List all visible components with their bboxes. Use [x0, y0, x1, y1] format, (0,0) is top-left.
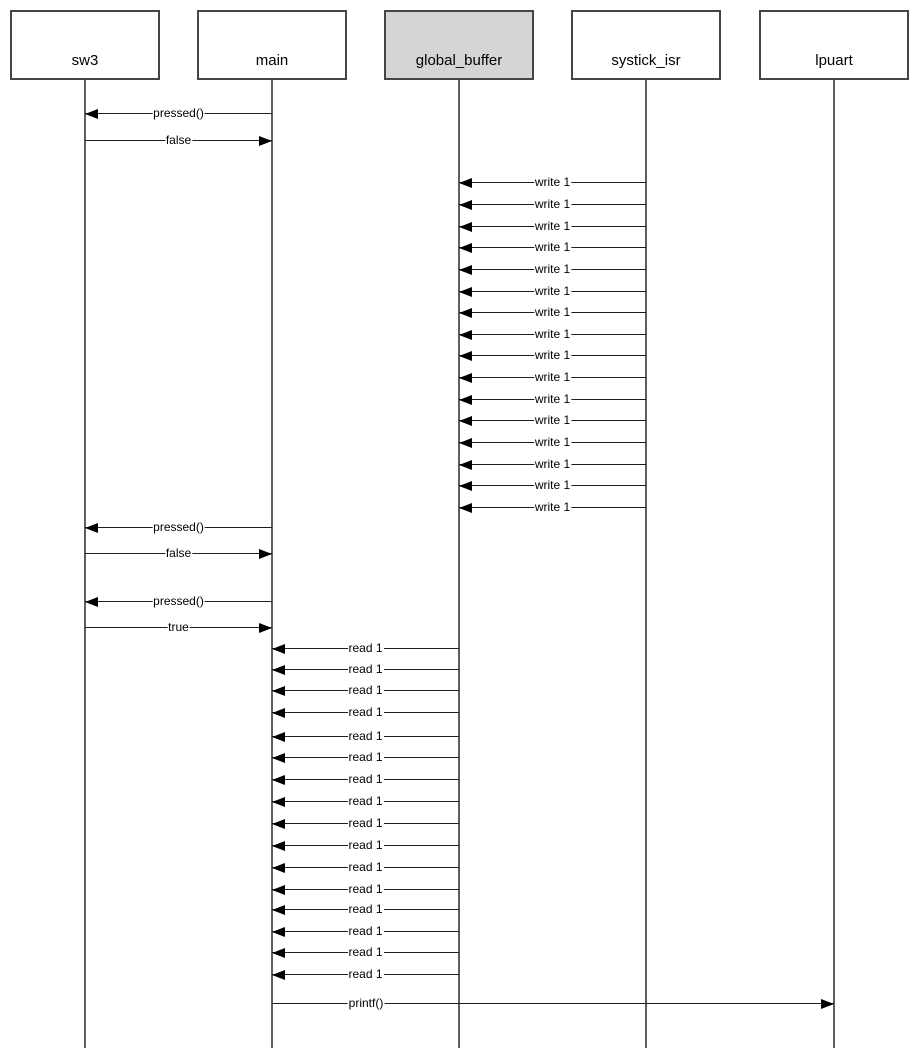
arrow-left-icon [272, 819, 285, 829]
message-label: write 1 [534, 174, 571, 189]
arrow-left-icon [459, 200, 472, 210]
message-label: pressed() [153, 105, 204, 120]
message-label: read 1 [348, 728, 383, 743]
message-label: write 1 [534, 369, 571, 384]
lifeline-main [271, 80, 273, 1048]
message-label: read 1 [348, 944, 383, 959]
message-label: read 1 [348, 771, 383, 786]
message-label: pressed() [153, 519, 204, 534]
arrow-right-icon [259, 136, 272, 146]
arrow-left-icon [459, 222, 472, 232]
message-label: printf() [348, 995, 384, 1010]
message-label: write 1 [534, 304, 571, 319]
message-label: read 1 [348, 901, 383, 916]
message-label: write 1 [534, 412, 571, 427]
message-label: true [168, 619, 189, 634]
lifeline-sw3 [84, 80, 86, 1048]
arrow-left-icon [459, 265, 472, 275]
participant-lpuart [759, 10, 909, 80]
message-label: read 1 [348, 966, 383, 981]
arrow-left-icon [272, 927, 285, 937]
message-label: read 1 [348, 704, 383, 719]
participant-systick_isr [571, 10, 721, 80]
message-label: write 1 [534, 239, 571, 254]
participant-label: main [255, 52, 289, 69]
arrow-left-icon [272, 863, 285, 873]
arrow-left-icon [272, 948, 285, 958]
message-label: pressed() [153, 593, 204, 608]
arrow-left-icon [459, 330, 472, 340]
arrow-right-icon [259, 623, 272, 633]
arrow-left-icon [459, 287, 472, 297]
arrow-left-icon [459, 351, 472, 361]
arrow-left-icon [459, 373, 472, 383]
arrow-left-icon [272, 797, 285, 807]
arrow-right-icon [259, 549, 272, 559]
message-label: read 1 [348, 640, 383, 655]
message-label: write 1 [534, 196, 571, 211]
message-label: write 1 [534, 477, 571, 492]
arrow-left-icon [272, 905, 285, 915]
arrow-left-icon [85, 109, 98, 119]
participant-global_buffer [384, 10, 534, 80]
message-label: read 1 [348, 793, 383, 808]
arrow-left-icon [459, 178, 472, 188]
arrow-left-icon [272, 841, 285, 851]
participant-label: sw3 [71, 52, 99, 69]
arrow-left-icon [272, 665, 285, 675]
message-label: false [165, 545, 192, 560]
message-label: write 1 [534, 456, 571, 471]
message-label: write 1 [534, 261, 571, 276]
message-label: write 1 [534, 283, 571, 298]
arrow-left-icon [272, 753, 285, 763]
arrow-left-icon [272, 708, 285, 718]
arrow-left-icon [459, 243, 472, 253]
message-label: read 1 [348, 881, 383, 896]
message-label: read 1 [348, 682, 383, 697]
arrow-left-icon [272, 732, 285, 742]
message-label: write 1 [534, 347, 571, 362]
arrow-left-icon [272, 970, 285, 980]
message-label: read 1 [348, 749, 383, 764]
participant-label: global_buffer [415, 52, 503, 69]
lifeline-lpuart [833, 80, 835, 1048]
message-label: false [165, 132, 192, 147]
arrow-left-icon [459, 416, 472, 426]
participant-label: systick_isr [611, 52, 681, 69]
message-label: read 1 [348, 661, 383, 676]
participant-main [197, 10, 347, 80]
arrow-left-icon [459, 438, 472, 448]
message-label: read 1 [348, 923, 383, 938]
arrow-left-icon [459, 503, 472, 513]
message-label: read 1 [348, 815, 383, 830]
message-label: read 1 [348, 859, 383, 874]
arrow-left-icon [85, 523, 98, 533]
arrow-left-icon [459, 395, 472, 405]
arrow-left-icon [272, 775, 285, 785]
arrow-right-icon [821, 999, 834, 1009]
participant-sw3 [10, 10, 160, 80]
message-label: write 1 [534, 326, 571, 341]
participant-label: lpuart [815, 52, 853, 69]
arrow-left-icon [272, 885, 285, 895]
arrow-left-icon [85, 597, 98, 607]
arrow-left-icon [459, 481, 472, 491]
arrow-left-icon [272, 644, 285, 654]
arrow-left-icon [459, 460, 472, 470]
message-label: write 1 [534, 218, 571, 233]
arrow-left-icon [459, 308, 472, 318]
message-label: write 1 [534, 391, 571, 406]
message-label: write 1 [534, 499, 571, 514]
message-label: read 1 [348, 837, 383, 852]
arrow-left-icon [272, 686, 285, 696]
message-label: write 1 [534, 434, 571, 449]
